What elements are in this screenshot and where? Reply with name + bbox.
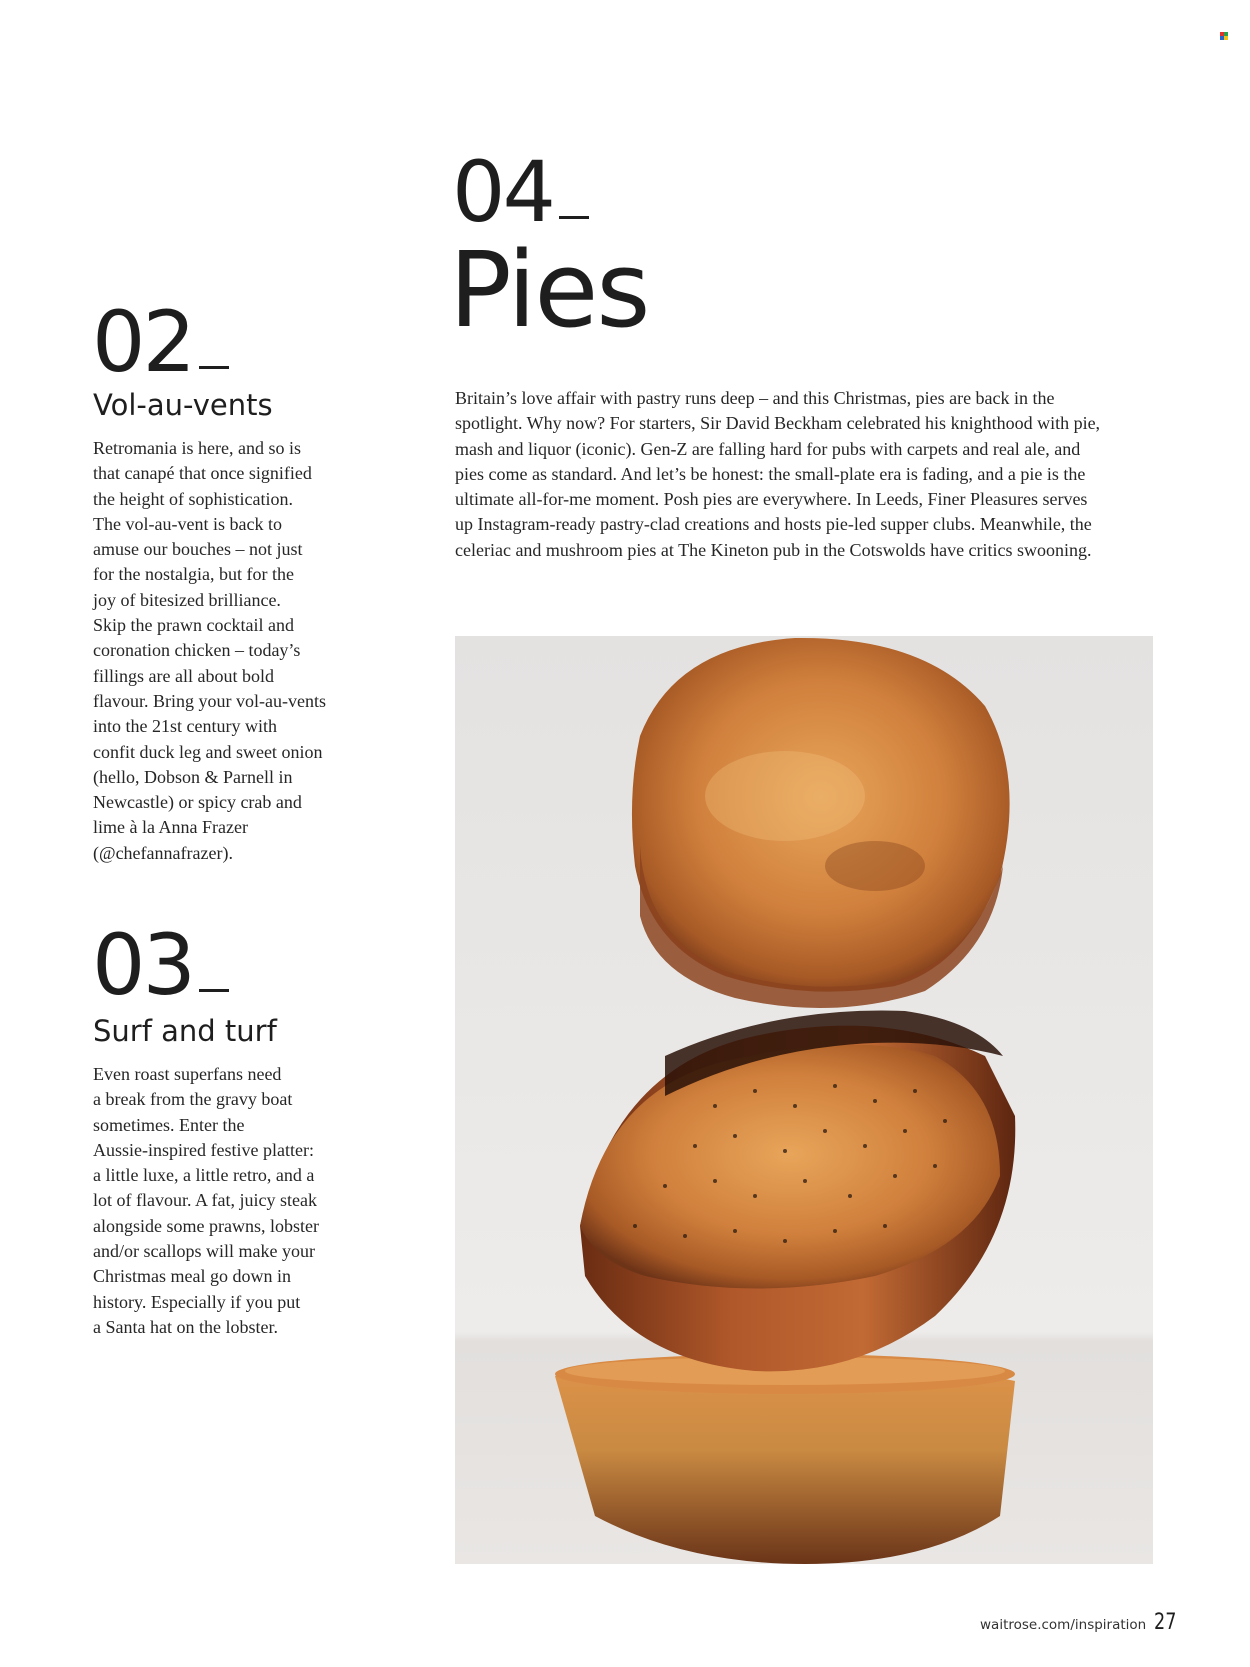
body-line: for the nostalgia, but for the [93,564,294,585]
body-line: up Instagram-ready pastry-clad creations and hosts pie-led supper clubs. Meanwhile, the [455,514,1092,535]
body-line: a little luxe, a little retro, and a [93,1165,315,1186]
number-underscore [199,989,229,992]
color-registration-mark [1220,32,1228,40]
number-underscore [199,366,229,369]
page-footer [980,1610,1182,1635]
body-line: mash and liquor (iconic). Gen-Z are falling hard for pubs with carpets and real ale, and [455,438,1081,459]
body-line: Christmas meal go down in [93,1266,291,1287]
body-line: spotlight. Why now? For starters, Sir David Beckham celebrated his knighthood with pie, [455,413,1101,434]
body-line: amuse our bouches – not just [93,539,303,560]
page-number: 27 [1154,1610,1177,1635]
body-line: Britain’s love affair with pastry runs deep – and this Christmas, pies are back in the [455,388,1055,408]
section-title-surf-and-turf: Surf and turf [93,1014,277,1048]
footer-url: waitrose.com/inspiration [980,1617,1147,1633]
body-line: Newcastle) or spicy crab and [93,792,302,813]
body-line: pies come as standard. And let’s be honest: the small-plate era is fading, and a pie is the [455,463,1086,484]
body-line: Even roast superfans need [93,1064,282,1084]
body-line: coronation chicken – today’s [93,640,301,661]
section-title-pies: Pies [449,229,649,351]
body-line: a break from the gravy boat [93,1089,293,1110]
section-title-vol-au-vents: Vol-au-vents [93,388,273,422]
body-line: flavour. Bring your vol-au-vents [93,690,326,711]
body-line: Aussie-inspired festive platter: [93,1139,314,1160]
number-underscore [559,216,589,219]
section-number-03: 03 [92,923,229,1007]
body-line: (@chefannafrazer). [93,842,233,863]
body-line: that canapé that once signified [93,463,312,484]
body-line: joy of bitesized brilliance. [93,589,281,610]
body-line: confit duck leg and sweet onion [93,741,323,762]
stacked-pies-illustration [455,636,1153,1564]
body-line: history. Especially if you put [93,1291,301,1312]
body-line: a Santa hat on the lobster. [93,1316,278,1337]
section-number-04: 04 [452,150,589,234]
body-line: lime à la Anna Frazer [93,817,248,838]
body-line: celeriac and mushroom pies at The Kineton pub in the Cotswolds have critics swooning. [455,539,1092,560]
body-line: The vol-au-vent is back to [93,513,282,534]
body-line: alongside some prawns, lobster [93,1215,319,1236]
body-line: and/or scallops will make your [93,1241,315,1262]
section-body-pies [455,386,1100,563]
body-line: fillings are all about bold [93,665,274,686]
body-line: lot of flavour. A fat, juicy steak [93,1190,317,1211]
section-body-surf-and-turf [93,1062,319,1340]
section-body-vol-au-vents [93,436,326,866]
body-line: the height of sophistication. [93,488,293,509]
body-line: into the 21st century with [93,716,277,737]
section-number-02: 02 [92,300,229,384]
body-line: sometimes. Enter the [93,1114,245,1135]
body-line: ultimate all-for-me moment. Posh pies are everywhere. In Leeds, Finer Pleasures serves [455,489,1088,510]
body-line: Retromania is here, and so is [93,438,301,458]
body-line: Skip the prawn cocktail and [93,615,294,636]
stacked-pies-photo [455,636,1153,1564]
body-line: (hello, Dobson & Parnell in [93,766,293,787]
